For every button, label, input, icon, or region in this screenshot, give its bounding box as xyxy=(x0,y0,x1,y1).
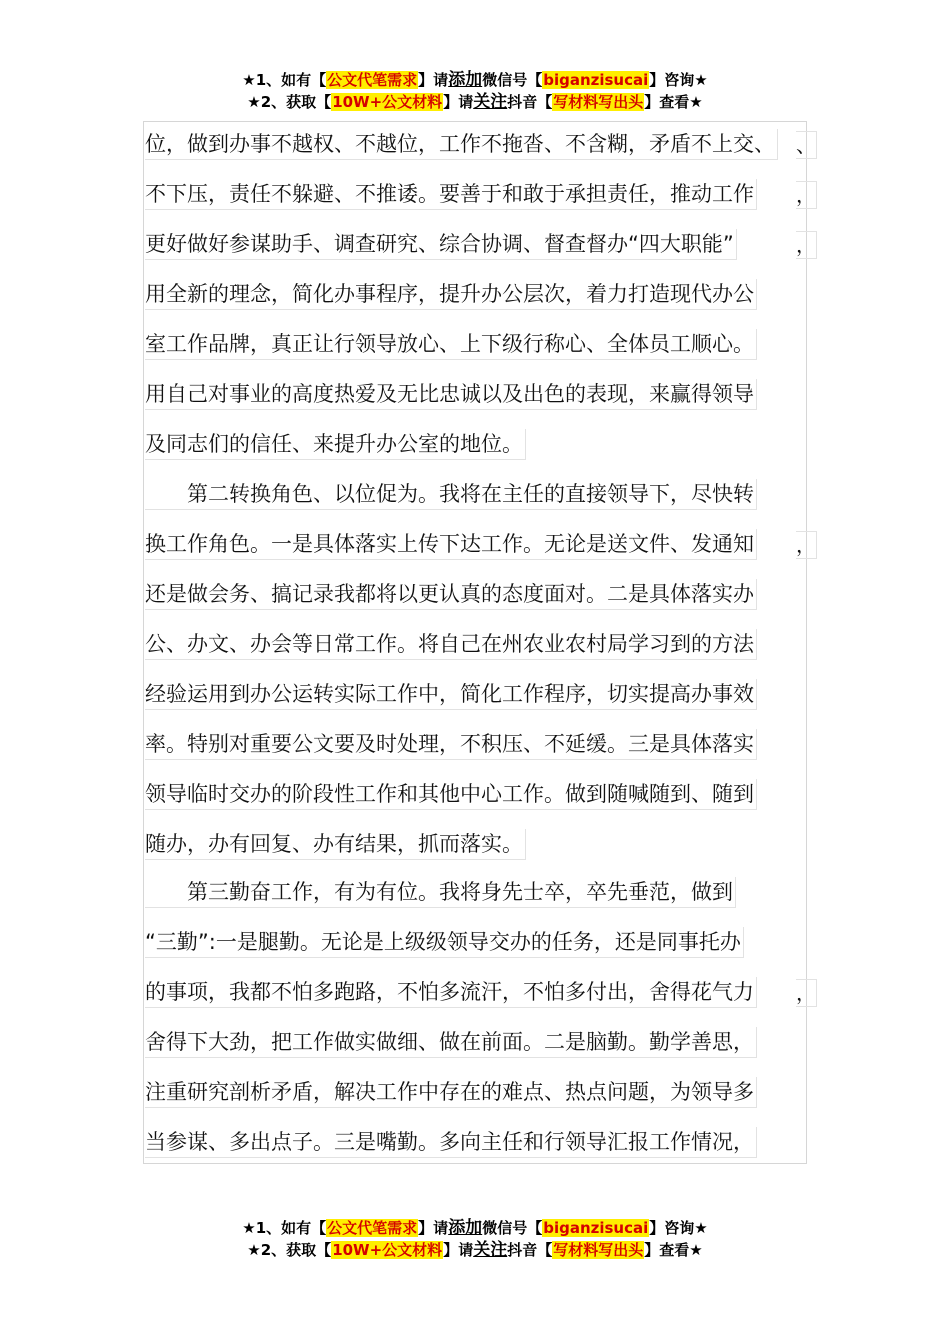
banner-text: 】咨询★ xyxy=(649,1219,708,1237)
emphasis-add: 添加 xyxy=(448,70,483,90)
banner-line-1 xyxy=(0,1217,950,1239)
highlight-wechat-id: biganzisucai xyxy=(543,71,649,89)
banner-text: 】请 xyxy=(443,1241,474,1259)
text-line: 的事项，我都不怕多跑路，不怕多流汗，不怕多付出，舍得花气力 xyxy=(145,977,757,1008)
banner-text: 抖音【 xyxy=(507,93,553,111)
text-line: 第三勤奋工作，有为有位。我将身先士卒，卒先垂范，做到 xyxy=(145,877,736,908)
text-line: 第二转换角色、以位促为。我将在主任的直接领导下，尽快转 xyxy=(145,479,757,510)
text-line: 舍得下大劲，把工作做实做细、做在前面。二是脑勤。勤学善思， xyxy=(145,1027,757,1058)
banner-text: 抖音【 xyxy=(507,1241,553,1259)
highlight-douyin-name: 写材料写出头 xyxy=(553,1241,644,1259)
banner-text: 】请 xyxy=(418,71,449,89)
highlight-wechat-id: biganzisucai xyxy=(543,1219,649,1237)
text-line: 位，做到办事不越权、不越位，工作不拖沓、不含糊，矛盾不上交、 xyxy=(145,129,778,160)
overflow-punctuation: 、 xyxy=(796,133,816,157)
emphasis-follow: 关注 xyxy=(473,92,508,112)
text-line: 领导临时交办的阶段性工作和其他中心工作。做到随喊随到、随到 xyxy=(145,779,757,810)
text-line: 更好做好参谋助手、调查研究、综合协调、督查督办“四大职能” xyxy=(145,229,737,260)
highlight-materials: 10W+公文材料 xyxy=(332,1241,443,1259)
banner-text: ★2、获取【 xyxy=(247,1241,332,1259)
text-line: 注重研究剖析矛盾，解决工作中存在的难点、热点问题，为领导多 xyxy=(145,1077,757,1108)
emphasis-add: 添加 xyxy=(448,1218,483,1238)
text-line: 用自己对事业的高度热爱及无比忠诚以及出色的表现，来赢得领导 xyxy=(145,379,757,410)
overflow-punctuation: ， xyxy=(796,183,816,207)
banner-line-2 xyxy=(0,91,950,113)
banner-text: ★2、获取【 xyxy=(247,93,332,111)
banner-text: 】查看★ xyxy=(644,1241,703,1259)
text-line: 公、办文、办会等日常工作。将自己在州农业农村局学习到的方法 xyxy=(145,629,757,660)
overflow-punctuation: ， xyxy=(796,233,816,257)
banner-text: ★1、如有【 xyxy=(242,71,327,89)
header-banner xyxy=(0,69,950,113)
text-line: 率。特别对重要公文要及时处理，不积压、不延缓。三是具体落实 xyxy=(145,729,757,760)
text-line: 及同志们的信任、来提升办公室的地位。 xyxy=(145,429,526,460)
text-line: 用全新的理念，简化办事程序，提升办公层次，着力打造现代办公 xyxy=(145,279,757,310)
text-line: 还是做会务、搞记录我都将以更认真的态度面对。二是具体落实办 xyxy=(145,579,757,610)
highlight-ghostwriting: 公文代笔需求 xyxy=(327,71,418,89)
banner-text: 】咨询★ xyxy=(649,71,708,89)
overflow-punctuation: ， xyxy=(796,981,816,1005)
text-line: 不下压，责任不躲避、不推诿。要善于和敢于承担责任，推动工作 xyxy=(145,179,757,210)
text-line: 换工作角色。一是具体落实上传下达工作。无论是送文件、发通知 xyxy=(145,529,757,560)
banner-text: 】查看★ xyxy=(644,93,703,111)
text-line: 室工作品牌，真正让行领导放心、上下级行称心、全体员工顺心。 xyxy=(145,329,757,360)
text-line: 当参谋、多出点子。三是嘴勤。多向主任和行领导汇报工作情况， xyxy=(145,1127,757,1158)
banner-text: 】请 xyxy=(418,1219,449,1237)
banner-text: 微信号【 xyxy=(482,71,543,89)
text-line: 随办，办有回复、办有结果，抓而落实。 xyxy=(145,829,526,860)
highlight-douyin-name: 写材料写出头 xyxy=(553,93,644,111)
highlight-ghostwriting: 公文代笔需求 xyxy=(327,1219,418,1237)
overflow-punctuation: ， xyxy=(796,533,816,557)
text-line: 经验运用到办公运转实际工作中，简化工作程序，切实提高办事效 xyxy=(145,679,757,710)
text-line: “三勤”:一是腿勤。无论是上级级领导交办的任务，还是同事托办 xyxy=(145,927,744,958)
banner-line-2 xyxy=(0,1239,950,1261)
footer-banner xyxy=(0,1217,950,1261)
banner-line-1 xyxy=(0,69,950,91)
banner-text: ★1、如有【 xyxy=(242,1219,327,1237)
banner-text: 微信号【 xyxy=(482,1219,543,1237)
banner-text: 】请 xyxy=(443,93,474,111)
highlight-materials: 10W+公文材料 xyxy=(332,93,443,111)
emphasis-follow: 关注 xyxy=(473,1240,508,1260)
